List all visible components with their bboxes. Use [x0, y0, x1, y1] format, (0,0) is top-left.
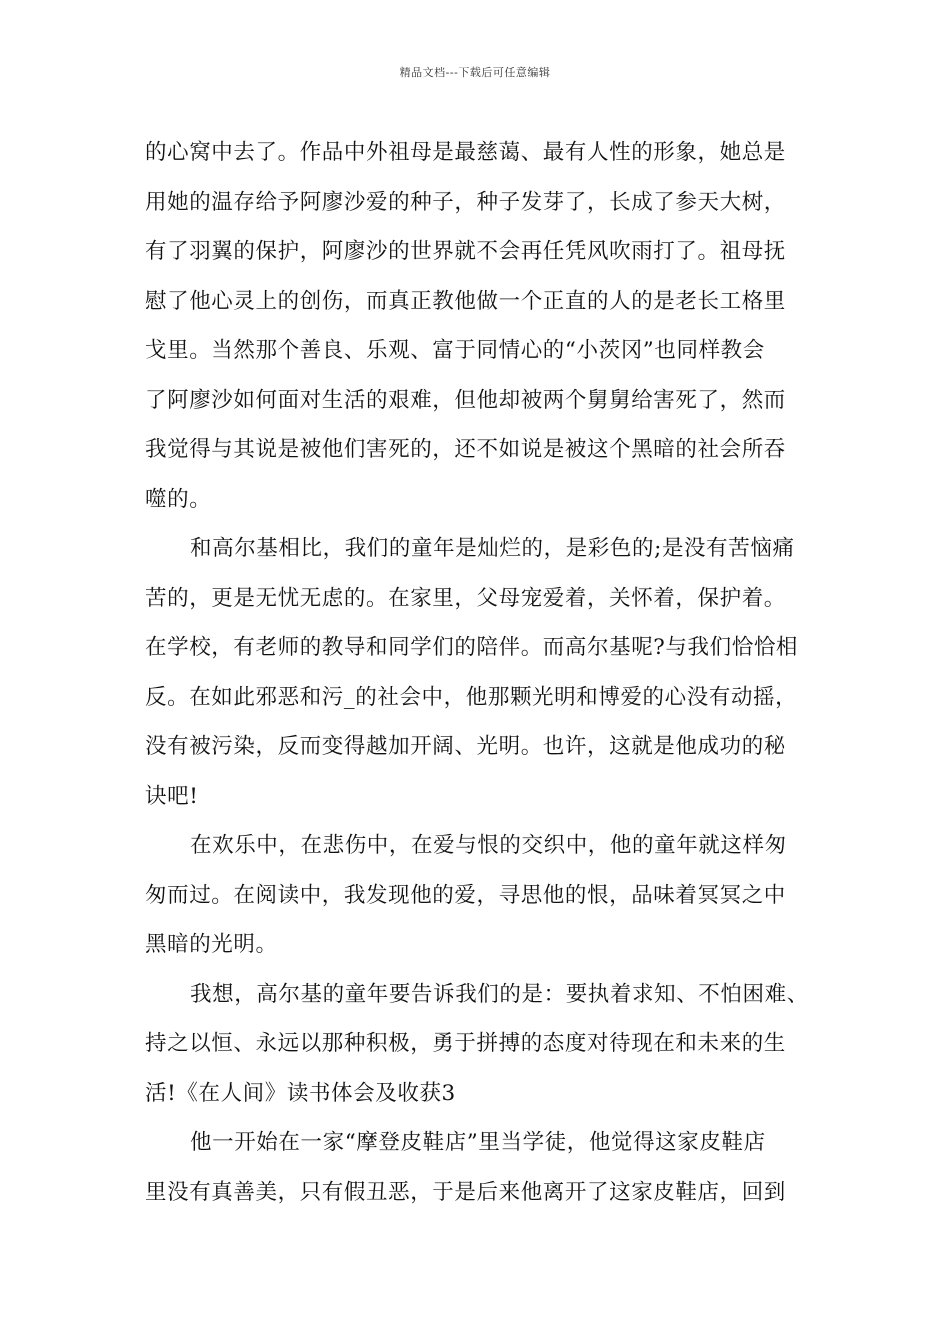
text-line: 了阿廖沙如何面对生活的艰难，但他却被两个舅舅给害死了，然而 — [145, 387, 786, 413]
text-line: 我觉得与其说是被他们害死的，还不如说是被这个黑暗的社会所吞 — [145, 437, 786, 462]
page-header: 精品文档---下载后可任意编辑 — [399, 66, 551, 79]
text-line: 里没有真善美，只有假丑恶，于是后来他离开了这家皮鞋店，回到 — [145, 1179, 786, 1205]
text-line: 慰了他心灵上的创伤，而真正教他做一个正直的人的是老长工格里 — [145, 288, 786, 314]
document-body — [145, 128, 807, 1217]
text-line: 用她的温存给予阿廖沙爱的种子，种子发芽了，长成了参天大树， — [145, 189, 786, 215]
text-line: 在欢乐中，在悲伤中，在爱与恨的交织中，他的童年就这样匆 — [190, 833, 787, 858]
text-line: 有了羽翼的保护，阿廖沙的世界就不会再任凭风吹雨打了。祖母抚 — [145, 239, 786, 264]
text-line: 匆而过。在阅读中，我发现他的爱，寻思他的恨，品味着冥冥之中 — [145, 882, 786, 908]
text-line: 在学校，有老师的教导和同学们的陪伴。而高尔基呢?与我们恰恰相 — [145, 635, 799, 660]
text-line: 和高尔基相比，我们的童年是灿烂的，是彩色的;是没有苦恼痛 — [190, 536, 795, 561]
text-line: 苦的，更是无忧无虑的。在家里，父母宠爱着，关怀着，保护着。 — [145, 585, 786, 611]
text-line: 他一开始在一家“摩登皮鞋店”里当学徒，他觉得这家皮鞋店 — [190, 1130, 766, 1155]
text-line: 我想，高尔基的童年要告诉我们的是：要执着求知、不怕困难、 — [190, 981, 809, 1007]
text-line: 黑暗的光明。 — [145, 932, 278, 957]
text-line: 噬的。 — [145, 486, 212, 512]
text-line: 活!《在人间》读书体会及收获3 — [145, 1080, 456, 1106]
text-line: 没有被污染，反而变得越加开阔、光明。也许，这就是他成功的秘 — [145, 734, 786, 759]
text-line: 持之以恒、永远以那种积极，勇于拼搏的态度对待现在和未来的生 — [145, 1031, 786, 1056]
text-line: 诀吧! — [145, 783, 199, 809]
text-line: 反。在如此邪恶和污_的社会中，他那颗光明和博爱的心没有动摇， — [145, 684, 798, 710]
text-line: 的心窝中去了。作品中外祖母是最慈蔼、最有人性的形象，她总是 — [145, 140, 786, 165]
text-line: 戈里。当然那个善良、乐观、富于同情心的“小茨冈”也同样教会 — [145, 338, 765, 363]
